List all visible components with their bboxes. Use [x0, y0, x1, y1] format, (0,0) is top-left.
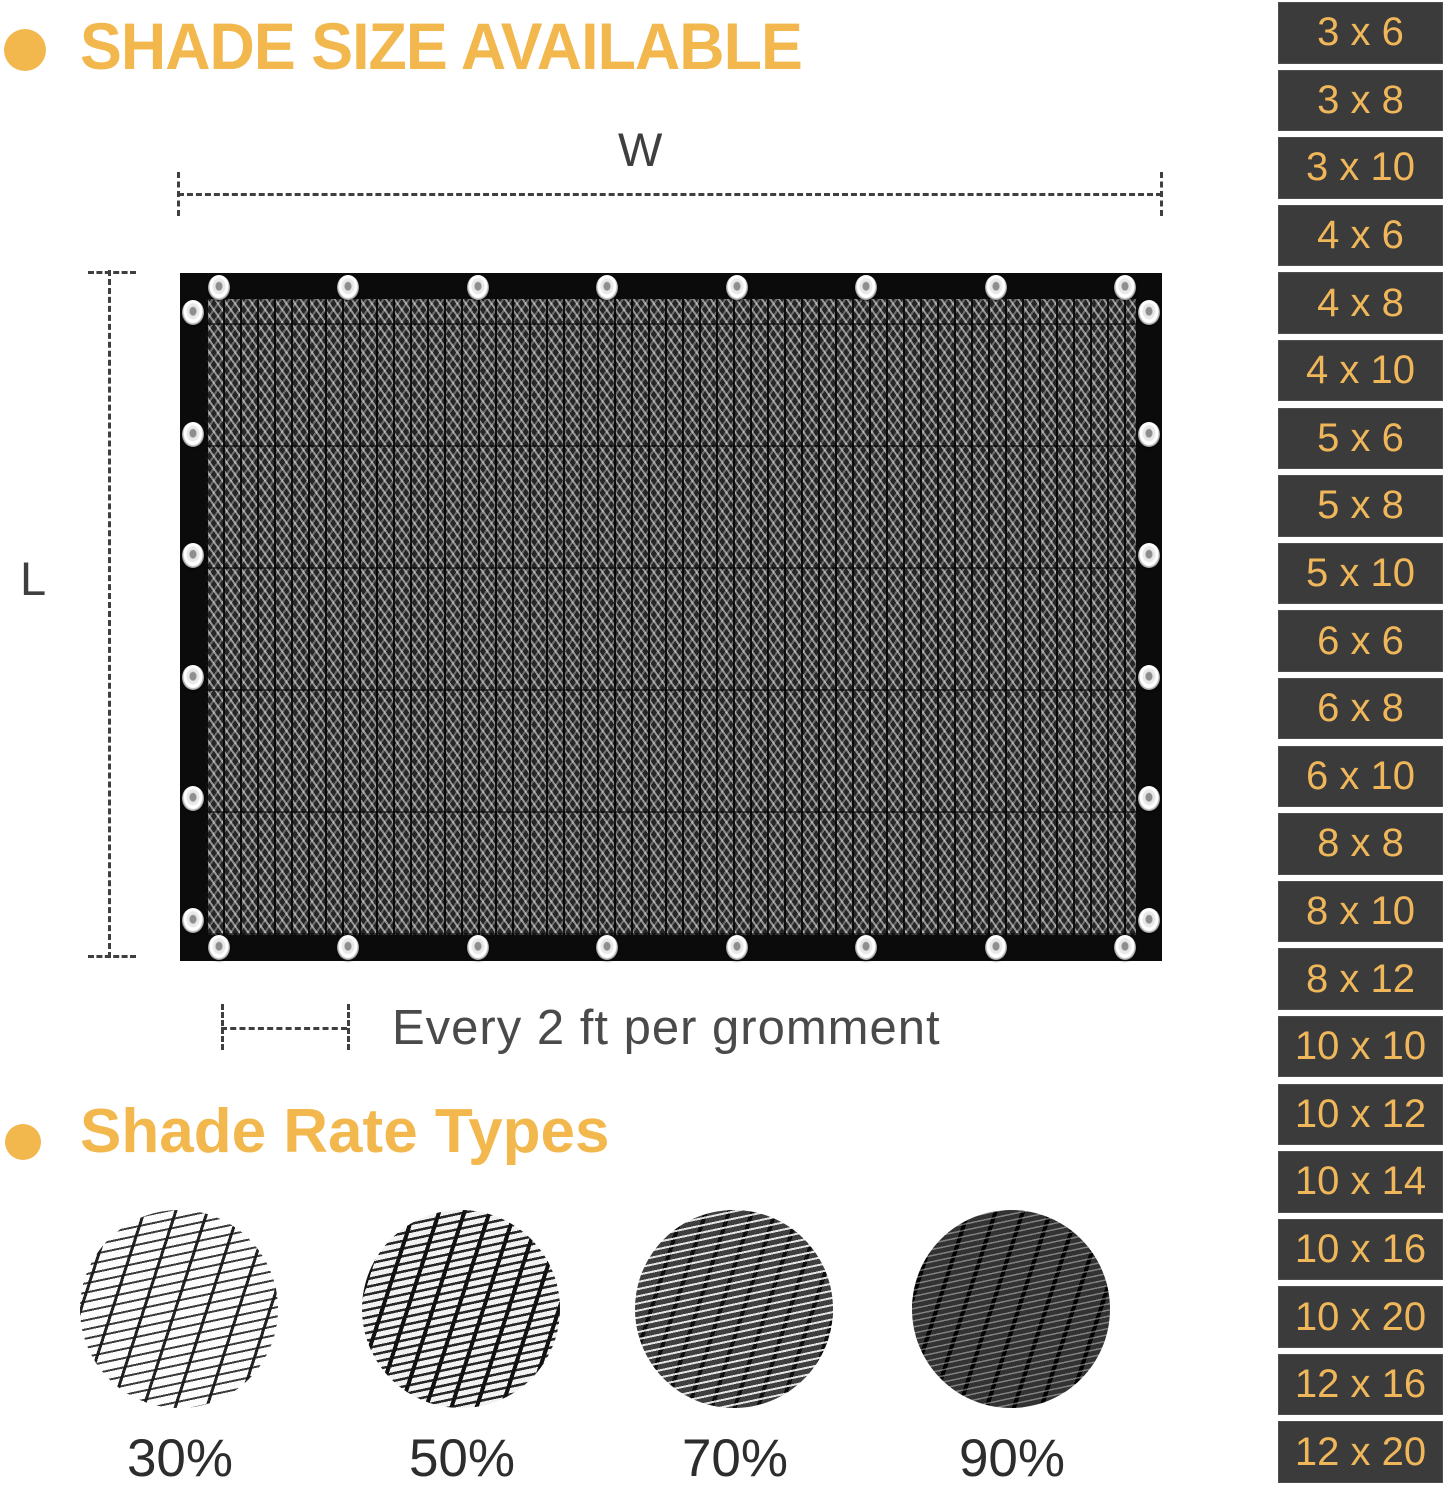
size-option-label: 10 x 10: [1294, 1024, 1427, 1069]
grommet-icon: [855, 935, 877, 960]
size-option-box: [1278, 881, 1443, 943]
size-option-label: 6 x 6: [1317, 618, 1404, 663]
size-option-box: [1278, 813, 1443, 875]
size-option-box: [1278, 340, 1443, 402]
size-option-box: [1278, 543, 1443, 605]
size-option-label: 3 x 6: [1317, 10, 1404, 55]
length-dimension-tick-top: [88, 271, 136, 274]
size-option-label: 5 x 10: [1306, 551, 1415, 595]
size-option-box: [1278, 408, 1443, 470]
grommet-icon: [1138, 300, 1160, 325]
size-option-box: [1278, 678, 1443, 740]
shade-rate-item: [912, 1210, 1112, 1485]
shade-rate-item: [635, 1210, 835, 1485]
grommet-icon: [337, 935, 359, 960]
grommet-icon: [467, 935, 489, 960]
width-dimension-tick-right: [1160, 172, 1163, 216]
size-option-label: 6 x 10: [1306, 753, 1415, 798]
size-option-label: 8 x 12: [1306, 956, 1415, 1001]
section-title-shade-rate: Shade Rate Types: [80, 1097, 610, 1166]
size-option-label: 10 x 14: [1294, 1159, 1427, 1204]
grommet-icon: [596, 275, 618, 300]
bullet-dot-icon: [5, 1124, 41, 1160]
grommet-icon: [985, 275, 1007, 300]
grommet-spacing-tick-right: [347, 1004, 350, 1050]
grommet-icon: [182, 300, 204, 325]
size-option-box: [1278, 948, 1443, 1010]
section-title-shade-size: SHADE SIZE AVAILABLE: [80, 9, 802, 83]
size-option-label: 6 x 8: [1317, 686, 1404, 731]
grommet-spacing-line: [221, 1027, 347, 1030]
grommet-icon: [208, 935, 230, 960]
size-option-box: [1278, 1354, 1443, 1416]
mesh-sample-circle: [80, 1210, 278, 1408]
size-options-list: [1278, 2, 1443, 1483]
grommet-icon: [182, 422, 204, 447]
size-option-box: [1278, 746, 1443, 808]
shade-rate-percentage: 50%: [408, 1429, 516, 1485]
size-option-box: [1278, 137, 1443, 199]
size-option-box: [1278, 70, 1443, 132]
size-option-label: 5 x 8: [1317, 483, 1404, 528]
size-option-label: 4 x 8: [1317, 280, 1404, 325]
size-option-label: 4 x 10: [1306, 348, 1415, 393]
size-option-label: 10 x 12: [1294, 1091, 1427, 1136]
grommet-icon: [726, 275, 748, 300]
shade-net-illustration: [180, 273, 1162, 961]
size-option-box: [1278, 1084, 1443, 1146]
grommet-icon: [985, 935, 1007, 960]
width-dimension-tick-left: [177, 172, 180, 216]
length-dimension-line: [108, 270, 111, 958]
grommet-icon: [855, 275, 877, 300]
width-dimension-label: W: [618, 123, 663, 176]
size-option-label: 5 x 6: [1317, 415, 1404, 460]
size-option-box: [1278, 1016, 1443, 1078]
shade-rate-percentage: 30%: [126, 1429, 234, 1485]
grommet-icon: [337, 275, 359, 300]
grommet-icon: [182, 908, 204, 933]
grommet-icon: [182, 665, 204, 690]
size-option-label: 10 x 16: [1294, 1226, 1427, 1271]
size-option-label: 4 x 6: [1317, 213, 1404, 258]
grommet-icon: [1138, 422, 1160, 447]
mesh-texture: [206, 299, 1136, 935]
size-option-box: [1278, 610, 1443, 672]
mesh-sample-circle: [362, 1210, 560, 1408]
size-option-box: [1278, 475, 1443, 537]
mesh-sample-circle: [635, 1210, 833, 1408]
length-dimension-tick-bottom: [88, 955, 136, 958]
size-option-box: [1278, 1219, 1443, 1281]
size-option-label: 8 x 10: [1306, 888, 1415, 933]
size-option-label: 12 x 16: [1294, 1362, 1427, 1407]
grommet-icon: [1114, 275, 1136, 300]
grommet-icon: [1138, 665, 1160, 690]
size-option-label: 3 x 10: [1306, 145, 1415, 190]
size-option-box: [1278, 1421, 1443, 1483]
shade-rate-percentage: 70%: [681, 1429, 789, 1485]
size-option-box: [1278, 1151, 1443, 1213]
size-option-label: 8 x 8: [1317, 821, 1404, 866]
size-option-box: [1278, 205, 1443, 267]
grommet-icon: [1138, 543, 1160, 568]
shade-rate-item: [362, 1210, 562, 1485]
size-option-label: 12 x 20: [1294, 1429, 1427, 1474]
size-option-box: [1278, 2, 1443, 64]
bullet-dot-icon: [4, 29, 46, 71]
mesh-sample-circle: [912, 1210, 1110, 1408]
length-dimension-label: L: [20, 552, 47, 605]
grommet-icon: [1138, 908, 1160, 933]
size-option-box: [1278, 272, 1443, 334]
shade-rate-percentage: 90%: [958, 1429, 1066, 1485]
grommet-icon: [1138, 786, 1160, 811]
grommet-icon: [182, 786, 204, 811]
grommet-icon: [208, 275, 230, 300]
grommet-icon: [467, 275, 489, 300]
grommet-icon: [596, 935, 618, 960]
width-dimension-line: [178, 193, 1162, 196]
grommet-icon: [726, 935, 748, 960]
size-option-label: 3 x 8: [1317, 77, 1404, 122]
shade-rate-item: [80, 1210, 280, 1485]
grommet-icon: [182, 543, 204, 568]
size-option-box: [1278, 1286, 1443, 1348]
grommet-spacing-note: Every 2 ft per gromment: [392, 1001, 941, 1055]
size-option-label: 10 x 20: [1294, 1294, 1427, 1339]
grommet-icon: [1114, 935, 1136, 960]
